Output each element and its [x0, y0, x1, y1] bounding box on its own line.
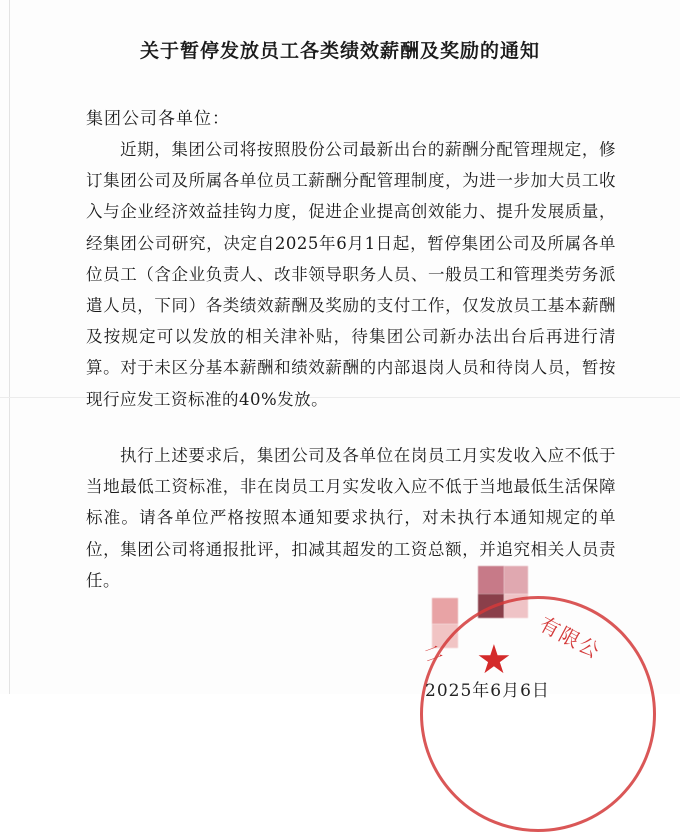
body-paragraph-1: 近期，集团公司将按照股份公司最新出台的薪酬分配管理规定，修订集团公司及所属各单位员工薪酬分配管理制度，为进一步加大员工收入与企业经济效益挂钩力度，促进企业提高创效能力、提升发展质量，经集团公司研究，决定自2025年6月1日起，暂停集团公司及所属各单位员工（含企业负责人、改非领导职务人员、一般员工和管理类劳务派遣人员，下同）各类绩效薪酬及奖励的支付工作，仅发放员工基本薪酬及按规定可以发放的相关津补贴，待集团公司新办法出台后再进行清算。对于未区分基本薪酬和绩效薪酬的内部退岗人员和待岗人员，暂按现行应发工资标准的40%发放。 — [86, 140, 616, 409]
notice-title: 关于暂停发放员工各类绩效薪酬及奖励的通知 — [139, 40, 540, 62]
salutation: 集团公司各单位： — [86, 109, 230, 129]
issue-date: 2025年6月6日 — [425, 681, 550, 701]
redaction-patch — [478, 566, 504, 594]
redaction-patch — [504, 566, 528, 594]
body-paragraph-2: 执行上述要求后，集团公司及各单位在岗员工月实发收入应不低于当地最低工资标准，非在岗员工月实发收入应不低于当地最低生活保障标准。请各单位严格按照本通知要求执行，对未执行本通知规定的单位，集团公司将通报批评，扣减其超发的工资总额，并追究相关人员责任。 — [86, 446, 616, 590]
redaction-patch — [432, 598, 458, 624]
seal-star-icon: ★ — [476, 637, 512, 683]
seal-text: 有限公 — [535, 611, 606, 664]
seal-text-left: 二 — [421, 641, 446, 668]
